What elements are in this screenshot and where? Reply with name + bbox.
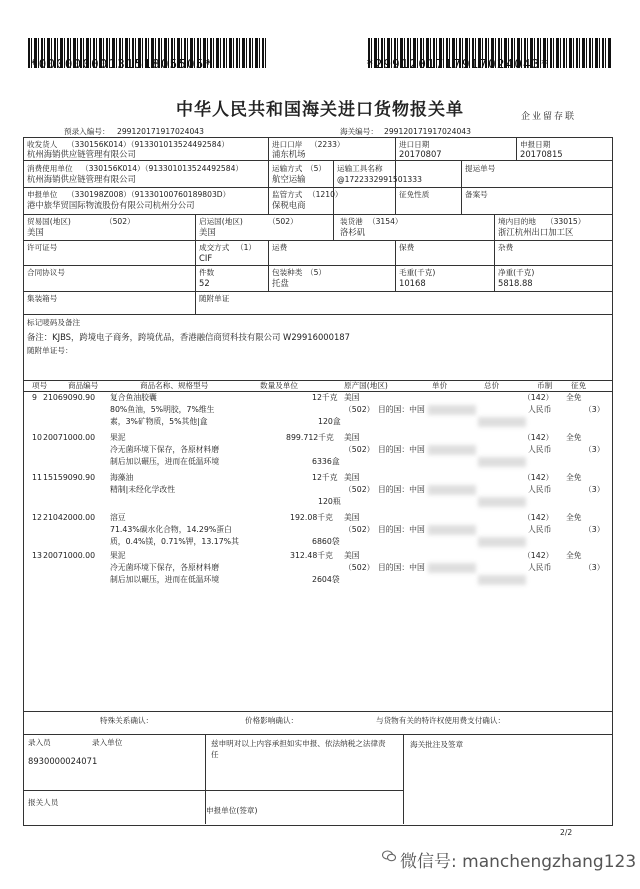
item-origin: 美国 bbox=[344, 551, 360, 560]
trade-country-code: （502） bbox=[105, 217, 135, 226]
item-origin-code: （502） bbox=[344, 525, 375, 534]
port-code: （2233） bbox=[310, 140, 345, 149]
item-qty2: 120盒 bbox=[318, 417, 341, 426]
item-currency: 人民币 bbox=[528, 525, 552, 534]
port-label: 进口口岸 bbox=[272, 140, 303, 149]
misc-label: 杂费 bbox=[498, 243, 514, 252]
deal-value: CIF bbox=[199, 253, 213, 263]
consignee-code: （330156K014）（91330101352449258​4） bbox=[67, 140, 230, 149]
bol-label: 提运单号 bbox=[465, 164, 496, 173]
royalty-confirm: 与货物有关的特许权使用费支付确认： bbox=[376, 716, 506, 725]
port-loading-code: （3154） bbox=[368, 217, 403, 226]
item-no: 11 bbox=[32, 473, 42, 482]
item-exempt: 全免 bbox=[566, 433, 582, 442]
item-name-line: 溶豆 bbox=[110, 513, 126, 522]
deal-label: 成交方式 bbox=[199, 243, 230, 252]
item-dest: 目的国：中国 bbox=[378, 485, 425, 494]
item-exempt: 全免 bbox=[566, 473, 582, 482]
item-currency-code: （142） bbox=[523, 551, 554, 560]
transport-code: （5） bbox=[306, 164, 327, 173]
remarks-text: 备注：KJBS，跨境电子商务，跨境优品，香港融信商贸科技有限公司 W29916000187 bbox=[27, 332, 350, 342]
item-qty1: 899.712千克 bbox=[286, 433, 334, 442]
item-currency: 人民币 bbox=[528, 405, 552, 414]
item-name-line: 素，3%矿物质，5%其他|盒 bbox=[110, 417, 208, 426]
redacted-total-price bbox=[478, 537, 526, 547]
col-code: 商品编号 bbox=[68, 381, 99, 390]
wechat-icon bbox=[382, 850, 396, 862]
destination-code: （33015） bbox=[546, 217, 586, 226]
redacted-unit-price bbox=[428, 485, 476, 495]
copy-label: 企业留存联 bbox=[521, 112, 577, 122]
item-name-line: 冷无菌环境下保存，各原材料磨 bbox=[110, 445, 220, 454]
packages-label: 件数 bbox=[199, 268, 215, 277]
declarant-unit-sign-label: 申报单位(签章) bbox=[206, 806, 258, 815]
redacted-total-price bbox=[478, 457, 526, 467]
item-name-line: 制后加以碾压，进而在低温环境 bbox=[110, 457, 220, 466]
consumer-label: 消费使用单位 bbox=[27, 164, 73, 173]
barcode-left-number: *0000000013151805505* bbox=[30, 56, 214, 71]
deal-code: （1） bbox=[236, 243, 257, 252]
col-exempt: 征免 bbox=[571, 381, 587, 390]
license-label: 许可证号 bbox=[27, 243, 58, 252]
item-name-line: 71.43%碳水化合物，14.29%蛋白 bbox=[110, 525, 232, 534]
port-loading: 洛杉矶 bbox=[340, 227, 366, 237]
vehicle-name: @1722332991501333 bbox=[337, 175, 422, 184]
declarant-name: 港中旅华贸国际物流股份有限公司杭州分公司 bbox=[27, 200, 195, 210]
item-qty2: 2604袋 bbox=[312, 575, 340, 584]
consumer-name: 杭州海销供应链管理有限公司 bbox=[27, 174, 136, 184]
item-name-line: 质，0.4%镁，0.71%钾，13.17%其 bbox=[110, 537, 239, 546]
origin-country: 美国 bbox=[199, 227, 216, 237]
item-exempt-code: （3） bbox=[584, 405, 605, 414]
transport-name: 航空运输 bbox=[272, 174, 306, 184]
record-label: 备案号 bbox=[465, 190, 488, 199]
item-no: 10 bbox=[32, 433, 42, 442]
declare-date-label: 申报日期 bbox=[520, 140, 551, 149]
supervision-name: 保税电商 bbox=[272, 200, 306, 210]
col-name: 商品名称、规格型号 bbox=[140, 381, 209, 390]
gross-weight: 10168 bbox=[399, 278, 426, 288]
package-type: 托盘 bbox=[272, 278, 289, 288]
item-origin-code: （502） bbox=[344, 485, 375, 494]
price-impact-confirm: 价格影响确认： bbox=[245, 716, 299, 725]
import-date: 20170807 bbox=[399, 149, 442, 159]
item-currency: 人民币 bbox=[528, 563, 552, 572]
item-dest: 目的国：中国 bbox=[378, 405, 425, 414]
consumer-code: （330156K014）（91330101352449258​4） bbox=[81, 164, 244, 173]
item-no: 13 bbox=[32, 551, 42, 560]
item-origin: 美国 bbox=[344, 433, 360, 442]
item-origin: 美国 bbox=[344, 513, 360, 522]
item-name-line: 精制|未经化学改性 bbox=[110, 485, 176, 494]
declarant-person-label: 报关人员 bbox=[28, 798, 59, 807]
entry-unit-label: 录入单位 bbox=[92, 738, 123, 747]
redacted-unit-price bbox=[428, 563, 476, 573]
item-origin-code: （502） bbox=[344, 445, 375, 454]
freight-label: 运费 bbox=[272, 243, 288, 252]
destination: 浙江杭州出口加工区 bbox=[498, 227, 574, 237]
item-qty1: 12千克 bbox=[312, 393, 338, 402]
item-exempt-code: （3） bbox=[584, 445, 605, 454]
item-code: 20071000.00 bbox=[43, 433, 96, 442]
item-qty1: 12千克 bbox=[312, 473, 338, 482]
item-code: 15159090.90 bbox=[43, 473, 96, 482]
gross-weight-label: 毛重(千克) bbox=[399, 268, 436, 277]
item-currency-code: （142） bbox=[523, 433, 554, 442]
item-exempt-code: （3） bbox=[584, 563, 605, 572]
item-currency: 人民币 bbox=[528, 445, 552, 454]
package-type-code: （5） bbox=[306, 268, 327, 277]
item-name-line: 80%鱼油，5%明胶，7%维生 bbox=[110, 405, 215, 414]
redacted-total-price bbox=[478, 497, 526, 507]
item-name-line: 制后加以碾压，进而在低温环境 bbox=[110, 575, 220, 584]
item-code: 21069090.90 bbox=[43, 393, 96, 402]
item-exempt: 全免 bbox=[566, 551, 582, 560]
item-qty1: 312.48千克 bbox=[290, 551, 333, 560]
document-title: 中华人民共和国海关进口货物报关单 bbox=[176, 100, 464, 120]
item-qty2: 6860袋 bbox=[312, 537, 340, 546]
col-item: 项号 bbox=[32, 381, 48, 390]
col-total-price: 总价 bbox=[484, 381, 500, 390]
prerecord-label: 预录入编号： bbox=[64, 127, 110, 136]
redacted-total-price bbox=[478, 575, 526, 585]
import-date-label: 进口日期 bbox=[399, 140, 430, 149]
redacted-unit-price bbox=[428, 445, 476, 455]
entry-person-label: 录入员 bbox=[28, 738, 51, 747]
attached-docs-no: 随附单证号： bbox=[27, 346, 73, 355]
exemption-label: 征免性质 bbox=[399, 190, 430, 199]
trade-country-label: 贸易国(地区) bbox=[27, 217, 71, 226]
wechat-watermark: 微信号: manchengzhang123 bbox=[400, 852, 637, 872]
origin-country-code: （502） bbox=[268, 217, 298, 226]
item-currency: 人民币 bbox=[528, 485, 552, 494]
item-name-line: 海藻油 bbox=[110, 473, 134, 482]
docs-label: 随附单证 bbox=[199, 294, 230, 303]
item-name-line: 冷无菌环境下保存，各原材料磨 bbox=[110, 563, 220, 572]
item-name-line: 果泥 bbox=[110, 551, 126, 560]
port-name: 浦东机场 bbox=[272, 149, 306, 159]
barcode-right-number: *2991201717917024043* bbox=[366, 56, 550, 71]
redacted-unit-price bbox=[428, 405, 476, 415]
redacted-unit-price bbox=[428, 525, 476, 535]
special-relation-confirm: 特殊关系确认： bbox=[100, 716, 154, 725]
col-qty: 数量及单位 bbox=[260, 381, 298, 390]
packages: 52 bbox=[199, 278, 210, 288]
package-type-label: 包装种类 bbox=[272, 268, 303, 277]
customs-number: 299120171917024043 bbox=[384, 127, 471, 136]
item-exempt: 全免 bbox=[566, 513, 582, 522]
item-dest: 目的国：中国 bbox=[378, 563, 425, 572]
item-qty2: 6336盒 bbox=[312, 457, 340, 466]
origin-country-label: 启运国(地区) bbox=[199, 217, 243, 226]
item-currency-code: （142） bbox=[523, 393, 554, 402]
item-code: 20071000.00 bbox=[43, 551, 96, 560]
item-origin-code: （502） bbox=[344, 563, 375, 572]
declarant-code: （330198Z008）（9133010076018980​3D） bbox=[67, 190, 231, 199]
item-no: 12 bbox=[32, 513, 42, 522]
item-name-line: 复合鱼油胶囊 bbox=[110, 393, 157, 402]
item-origin-code: （502） bbox=[344, 405, 375, 414]
customs-approval-label: 海关批注及签章 bbox=[410, 740, 464, 749]
contract-label: 合同协议号 bbox=[27, 268, 65, 277]
declarant-label: 申报单位 bbox=[27, 190, 58, 199]
item-dest: 目的国：中国 bbox=[378, 445, 425, 454]
item-no: 9 bbox=[32, 393, 37, 402]
declare-date: 20170815 bbox=[520, 149, 563, 159]
net-weight: 5818.88 bbox=[498, 278, 533, 288]
item-currency-code: （142） bbox=[523, 473, 554, 482]
supervision-label: 监管方式 bbox=[272, 190, 303, 199]
item-exempt-code: （3） bbox=[584, 525, 605, 534]
port-loading-label: 装货港 bbox=[340, 217, 363, 226]
item-currency-code: （142） bbox=[523, 513, 554, 522]
item-code: 21042000.00 bbox=[43, 513, 96, 522]
supervision-code: （1210） bbox=[308, 190, 343, 199]
item-qty2: 120瓶 bbox=[318, 497, 341, 506]
remarks-label: 标记唛码及备注 bbox=[27, 318, 81, 327]
item-origin: 美国 bbox=[344, 473, 360, 482]
page-number: 2/2 bbox=[560, 828, 573, 837]
prerecord-number: 299120171917024043 bbox=[117, 127, 204, 136]
col-unit-price: 单价 bbox=[432, 381, 448, 390]
item-exempt: 全免 bbox=[566, 393, 582, 402]
net-weight-label: 净重(千克) bbox=[498, 268, 535, 277]
consignee-name: 杭州海销供应链管理有限公司 bbox=[27, 149, 136, 159]
destination-label: 境内目的地 bbox=[498, 217, 536, 226]
entry-number: 8930000024071 bbox=[28, 756, 98, 766]
item-origin: 美国 bbox=[344, 393, 360, 402]
trade-country: 美国 bbox=[27, 227, 44, 237]
customs-no-label: 海关编号： bbox=[340, 127, 378, 136]
col-currency: 币制 bbox=[537, 381, 553, 390]
item-exempt-code: （3） bbox=[584, 485, 605, 494]
redacted-total-price bbox=[478, 417, 526, 427]
transport-label: 运输方式 bbox=[272, 164, 303, 173]
item-qty1: 192.08千克 bbox=[290, 513, 333, 522]
legal-statement: 兹申明对以上内容承担如实申报、依法纳税之法律责任 bbox=[211, 739, 386, 759]
vehicle-label: 运输工具名称 bbox=[337, 164, 383, 173]
container-label: 集装箱号 bbox=[27, 294, 58, 303]
col-country: 原产国(地区) bbox=[344, 381, 388, 390]
item-name-line: 果泥 bbox=[110, 433, 126, 442]
item-dest: 目的国：中国 bbox=[378, 525, 425, 534]
consignee-label: 收发货人 bbox=[27, 140, 58, 149]
insurance-label: 保费 bbox=[399, 243, 415, 252]
